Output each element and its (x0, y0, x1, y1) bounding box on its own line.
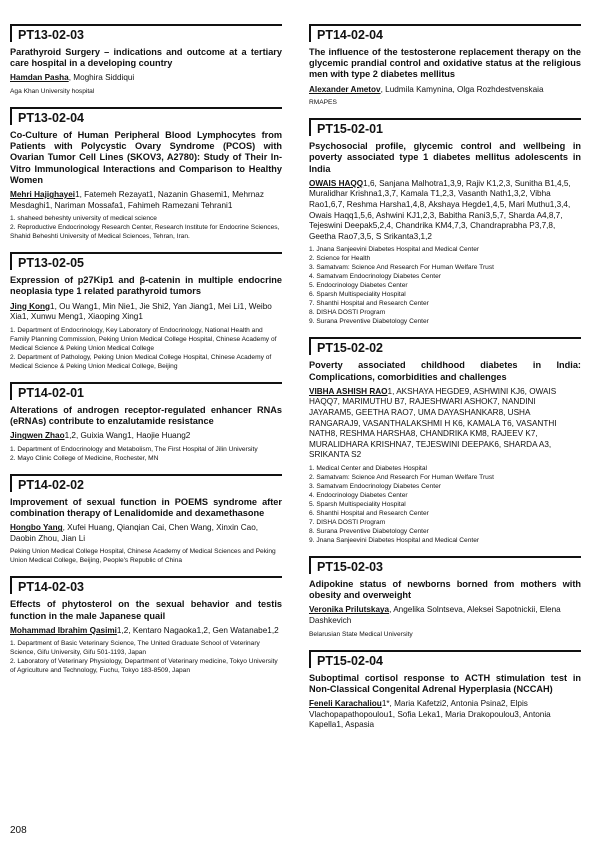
abstract-code: PT14-02-04 (309, 24, 581, 42)
co-authors: 1, AKSHAYA HEGDE9, ASHWINI KJ6, OWAIS HAQQ7, MARIMUTHU B7, RAJESHWARI ASHOK7, NANDINI JAYARAM5, GEETHA RAO7, UMA DAYASHANKAR8, USHA RANGARAJ9, VASANTHALAKSHMI H K6, KAMALA T6, VASANTHI NATH8, RESHMA HARSHA8, CHANDRIKA KM8, RAJEEV K7, MURALIDHARA KRISHNA7, TEJESWINI DEEPAK6, SHARDA A3, SRIKANTA S2 (309, 386, 557, 460)
affiliation: 2. Reproductive Endocrinology Research Center, Research Institute for Endocrine Sciences, Shahid Beheshti University of Medical Sciences, Tehran, Iran. (10, 224, 280, 241)
abstract-code: PT14-02-01 (10, 382, 282, 400)
affiliation: 3. Samatvam Endocrinology Diabetes Center (309, 482, 441, 490)
affiliation: 5. Endocrinology Diabetes Center (309, 282, 408, 290)
abstract-authors (10, 190, 282, 211)
abstract-authors (309, 387, 581, 461)
abstract-title: The influence of the testosterone replacement therapy on the glycemic prandial control and oxidative status at the religious men with type 2 diabetes mellitus (309, 47, 581, 80)
co-authors: 1,2, Guixia Wang1, Haojie Huang2 (64, 431, 191, 441)
abstract-code: PT15-02-01 (309, 118, 581, 136)
co-authors: 1,6, Sanjana Malhotra1,3,9, Rajiv K1,2,3, Sunitha B1,4,5, Muralidhar Krishna1,3,7, Kamala T1,2,3, Vasanth Nath1,3,2, Vibha Rao1,6,7, Reshma Harsha1,4,8, Akshaya Hegde1,4,5, Mari Muthu1,3,4, Owais Haqq1,5,6, Ashwini KJ1,2,3, Babitha Rani3,5,7, Sharda A4,8,7, Tejeswini Deepak5,2,4, Chandrika KM4,7,3, Chandraprabha P3,7,8, Geetha Rao7,3,5, S Srikanta3,1,2 (309, 178, 571, 241)
abstract-title: Co-Culture of Human Peripheral Blood Lymphocytes from Patients with Polycystic Ovary Syndrome (PCOS) with Ovarian Tumor Cell Lines (SKOV3, A2780): Study of Their In-Vitro Immunological Interactions and Comparison to Healthy Women (10, 130, 282, 185)
left-column (10, 24, 282, 686)
abstract-authors (10, 302, 282, 323)
affiliation: 1. shaheed beheshty university of medical science (10, 215, 157, 223)
right-column (309, 24, 581, 742)
abstract-code: PT13-02-04 (10, 107, 282, 125)
co-authors: 1, Ou Wang1, Min Nie1, Jie Shi2, Yan Jiang1, Mei Li1, Weibo Xia1, Xunwu Meng1, Xiaoping Xing1 (10, 301, 272, 322)
affiliation: 6. Shanthi Hospital and Research Center (309, 509, 429, 517)
abstract-entry (309, 650, 581, 731)
abstract-code: PT15-02-03 (309, 556, 581, 574)
affiliation: 8. DISHA DOSTI Program (309, 309, 386, 317)
abstract-authors (10, 73, 282, 84)
abstract-code: PT15-02-02 (309, 337, 581, 355)
page-number: 208 (10, 825, 27, 836)
abstract-title: Suboptimal cortisol response to ACTH stimulation test in Non-Classical Congenital Adrenal Hyperplasia (NCCAH) (309, 672, 581, 694)
presenting-author: Mehri Hajighayei (10, 190, 76, 200)
co-authors: 1, Fatemeh Rezayat1, Nazanin Ghasemi1, Mehrnaz Mesdaghi1, Nariman Mossafa1, Fahimeh Ramezani Tehrani1 (10, 190, 264, 210)
abstract-authors (10, 431, 282, 442)
presenting-author: Hongbo Yang (10, 523, 63, 533)
abstract-title: Effects of phytosterol on the sexual behavior and testis function in the male Japanese quail (10, 599, 282, 621)
abstract-code: PT14-02-02 (10, 474, 282, 492)
abstract-entry (309, 556, 581, 639)
affiliation: Belarusian State Medical University (309, 630, 413, 638)
affiliation: 2. Samatvam: Science And Research For Human Welfare Trust (309, 473, 494, 481)
abstract-authors (10, 523, 282, 544)
abstract-title: Expression of p27Kip1 and β-catenin in multiple endocrine neoplasia type 1 related parathyroid tumors (10, 275, 282, 297)
affiliation: 4. Samatvam Endocrinology Diabetes Center (309, 273, 441, 281)
abstract-entry (10, 24, 282, 96)
presenting-author: Hamdan Pasha (10, 73, 69, 83)
affiliation: 2. Science for Health (309, 255, 371, 263)
affiliation: 8. Surana Preventive Diabetology Center (309, 527, 429, 535)
abstract-entry (309, 24, 581, 107)
abstract-title: Alterations of androgen receptor-regulated enhancer RNAs (eRNAs) contribute to enzalutamide resistance (10, 404, 282, 426)
abstract-entry (10, 474, 282, 566)
co-authors: 1*, Maria Kafetzi2, Antonia Psina2, Elpis Vlachopapathopoulou1, Sofia Leka1, Maria Drakopoulou3, Antonia Kapella1, Aspasia (309, 698, 551, 730)
abstract-authors (309, 179, 581, 243)
abstract-title: Adipokine status of newborns borned from mothers with obesity and overweight (309, 578, 581, 601)
abstract-title: Poverty associated childhood diabetes in India: Complications, comorbidities and challenges (309, 360, 581, 382)
abstract-entry (309, 337, 581, 545)
abstract-authors (10, 626, 282, 637)
presenting-author: Alexander Ametov (309, 84, 381, 94)
affiliation: RMAPES (309, 99, 337, 107)
abstract-entry (10, 382, 282, 463)
presenting-author: Veronika Prilutskaya (309, 605, 390, 615)
co-authors: , Ludmila Kamynina, Olga Rozhdestvenskaia (380, 84, 544, 94)
abstract-title: Improvement of sexual function in POEMS syndrome after combination therapy of Lenalidomide and dexamethasone (10, 496, 282, 518)
affiliation: 7. Shanthi Hospital and Research Center (309, 300, 429, 308)
co-authors: , Moghira Siddiqui (68, 73, 135, 83)
affiliation: 3. Samatvam: Science And Research For Human Welfare Trust (309, 264, 494, 272)
affiliation: 1. Department of Basic Veterinary Science, The United Graduate School of Veterinary Science, Gifu University, Gifu 501-1193, Japan (10, 640, 260, 657)
abstract-code: PT14-02-03 (10, 576, 282, 594)
abstract-code: PT13-02-05 (10, 252, 282, 270)
affiliation: 2. Mayo Clinic College of Medicine, Rochester, MN (10, 454, 159, 462)
abstract-authors (309, 85, 581, 96)
abstract-entry (10, 252, 282, 371)
presenting-author: Jingwen Zhao (10, 431, 65, 441)
presenting-author: Jing Kong (10, 301, 51, 311)
affiliation: 1. Department of Endocrinology, Key Laboratory of Endocrinology, National Health and Family Planning Commission, Peking Union Medical College Hospital, Chinese Academy of Medical Science & Peking Union Medical College (10, 326, 277, 352)
co-authors: , Angelika Solntseva, Aleksei Sapotnickii, Elena Dashkevich (309, 605, 561, 625)
presenting-author: Mohammad Ibrahim Qasimi (10, 625, 117, 635)
affiliation: 2. Laboratory of Veterinary Physiology, Department of Veterinary medicine, Tokyo University of Agriculture and Technology, Fuchu, Tokyo 183-8509, Japan (10, 658, 278, 675)
abstract-authors (309, 605, 581, 626)
affiliation: Peking Union Medical College Hospital, Chinese Academy of Medical Sciences and Peking Union Medical College, Beijing, People's Republic of China (10, 548, 276, 565)
affiliation: 4. Endocrinology Diabetes Center (309, 491, 408, 499)
affiliation: 1. Department of Endocrinology and Metabolism, The First Hospital of Jilin University (10, 445, 258, 453)
affiliation: 6. Sparsh Multispeciality Hospital (309, 291, 406, 299)
abstract-title: Parathyroid Surgery – indications and outcome at a tertiary care hospital in a developing country (10, 47, 282, 69)
co-authors: 1,2, Kentaro Nagaoka1,2, Gen Watanabe1,2 (116, 625, 279, 635)
abstract-code: PT15-02-04 (309, 650, 581, 668)
affiliation: 1. Jnana Sanjeevini Diabetes Hospital and Medical Center (309, 246, 480, 254)
co-authors: , Xufei Huang, Qianqian Cai, Chen Wang, Xinxin Cao, Daobin Zhou, Jian Li (10, 523, 259, 543)
affiliation: 7. DISHA DOSTI Program (309, 518, 386, 526)
affiliation: 5. Sparsh Multispeciality Hospital (309, 500, 406, 508)
abstract-entry (309, 118, 581, 326)
affiliation: 1. Medical Center and Diabetes Hospital (309, 464, 428, 472)
abstract-code: PT13-02-03 (10, 24, 282, 42)
affiliation: 2. Department of Pathology, Peking Union Medical College Hospital, Chinese Academy of Medical Science & Peking Union Medical College, Beijing (10, 353, 272, 370)
presenting-author: OWAIS HAQQ (309, 178, 364, 188)
affiliation: 9. Surana Preventive Diabetology Center (309, 318, 429, 326)
presenting-author: Feneli Karachaliou (309, 698, 382, 708)
abstract-entry (10, 576, 282, 675)
affiliation: Aga Khan University hospital (10, 88, 95, 95)
abstract-authors (309, 699, 581, 731)
affiliation: 9. Jnana Sanjeevini Diabetes Hospital and Medical Center (309, 536, 480, 544)
abstract-title: Psychosocial profile, glycemic control and wellbeing in poverty associated type 1 diabetes mellitus adolescents in India (309, 141, 581, 174)
abstract-entry (10, 107, 282, 241)
presenting-author: VIBHA ASHISH RAO (309, 386, 388, 396)
